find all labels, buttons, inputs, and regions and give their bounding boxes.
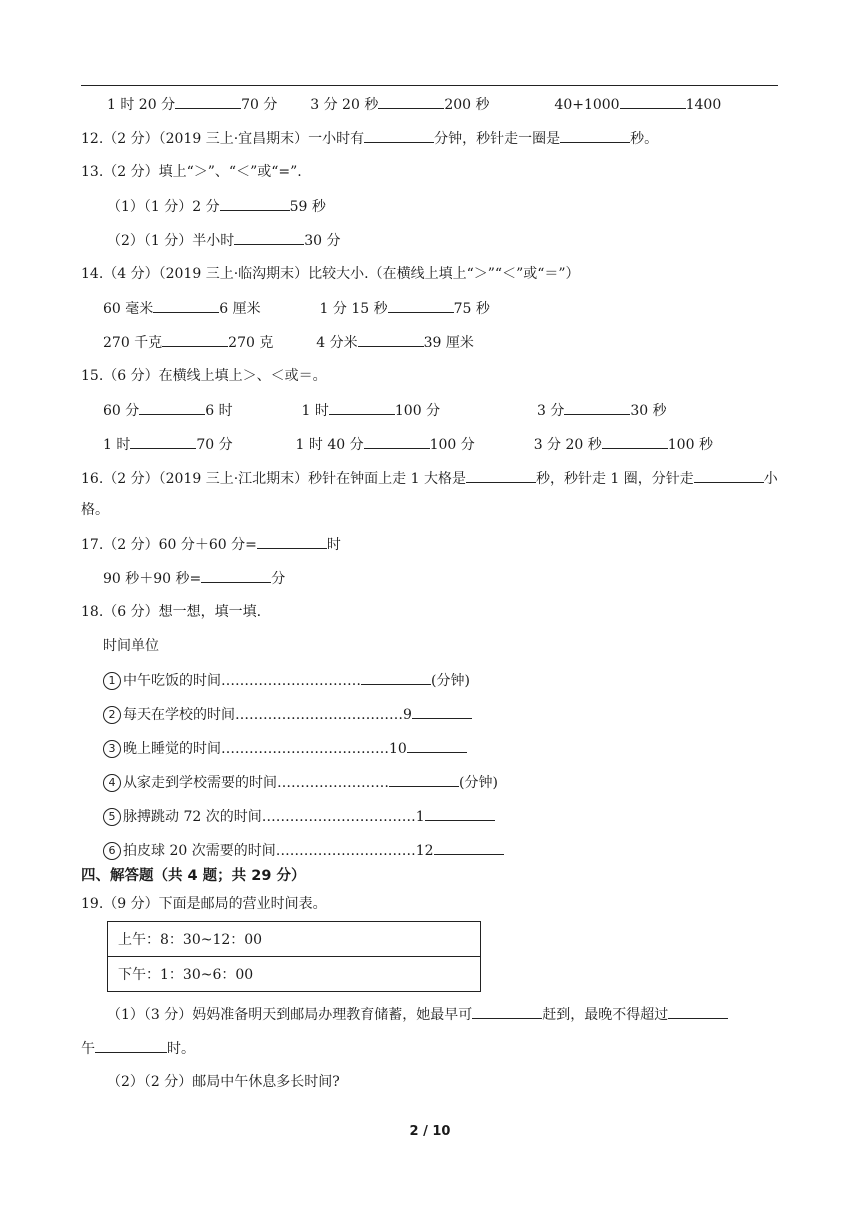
circled-number: 6 — [103, 842, 121, 860]
answer-blank[interactable] — [234, 230, 304, 245]
answer-blank[interactable] — [220, 196, 290, 211]
compare-right: 100 分 — [429, 437, 475, 453]
compare-left: 1 时 40 分 — [295, 437, 364, 453]
question-text: 90 秒＋90 秒= — [103, 571, 202, 587]
question-16-continued: 格。 — [81, 502, 109, 518]
answer-blank[interactable] — [425, 806, 495, 821]
compare-left: 3 分 — [536, 403, 565, 419]
compare-left: 1 时 20 分 — [107, 97, 176, 113]
question-text: 59 秒 — [289, 199, 326, 215]
question-text: 分钟，秒针走一圈是 — [434, 131, 561, 147]
question-text: 17.（2 分）60 分＋60 分= — [81, 537, 257, 553]
answer-blank[interactable] — [388, 298, 454, 313]
answer-blank[interactable] — [364, 128, 434, 143]
table-cell: 下午：1：30~6：00 — [108, 957, 481, 992]
q18-item — [103, 738, 467, 759]
compare-left: 60 毫米 — [103, 301, 154, 317]
question-text: 午 — [81, 1041, 95, 1057]
question-text: 赶到，最晚不得超过 — [542, 1007, 669, 1023]
answer-blank[interactable] — [620, 94, 686, 109]
compare-right: 6 时 — [205, 403, 233, 419]
answer-blank[interactable] — [257, 534, 327, 549]
answer-blank[interactable] — [564, 400, 630, 415]
question-text: 12.（2 分）（2019 三上·宜昌期末）一小时有 — [81, 131, 365, 147]
header-rule — [81, 85, 778, 86]
answer-blank[interactable] — [361, 670, 431, 685]
unit-hint: (分钟) — [431, 673, 470, 689]
item-text: 脉搏跳动 72 次的时间…………………………… — [123, 809, 416, 825]
compare-left: 1 时 — [103, 437, 131, 453]
question-14-row-1 — [103, 298, 490, 319]
compare-right: 75 秒 — [453, 301, 490, 317]
compare-left: 1 分 15 秒 — [319, 301, 388, 317]
question-text: 分 — [271, 571, 286, 587]
q18-item — [103, 704, 472, 725]
circled-number: 3 — [103, 740, 121, 758]
answer-blank[interactable] — [95, 1038, 167, 1053]
answer-blank[interactable] — [694, 468, 764, 483]
compare-left: 270 千克 — [103, 335, 163, 351]
compare-right: 100 秒 — [667, 437, 713, 453]
question-13-stem: 13.（2 分）填上“＞”、“＜”或“=”. — [81, 164, 302, 180]
compare-left: 3 分 20 秒 — [533, 437, 602, 453]
question-18-stem: 18.（6 分）想一想，填一填. — [81, 604, 262, 620]
prefilled-value: 1 — [415, 809, 425, 825]
table-row — [108, 957, 481, 992]
compare-right: 6 厘米 — [219, 301, 261, 317]
question-15-row-2 — [103, 434, 713, 455]
question-12 — [81, 128, 658, 149]
compare-left: 40+1000 — [554, 97, 620, 113]
question-19-part-1-continued — [81, 1038, 195, 1059]
question-text: 时。 — [167, 1041, 195, 1057]
question-14-row-2 — [103, 332, 474, 353]
circled-number: 4 — [103, 774, 121, 792]
circled-number: 1 — [103, 672, 121, 690]
compare-right: 30 秒 — [630, 403, 667, 419]
answer-blank[interactable] — [329, 400, 395, 415]
item-text: 从家走到学校需要的时间…………………… — [123, 775, 389, 791]
compare-row-top — [107, 94, 721, 115]
item-text: 拍皮球 20 次需要的时间………………………… — [123, 843, 416, 859]
answer-blank[interactable] — [412, 704, 472, 719]
q18-item — [103, 670, 470, 691]
question-17-line-2 — [103, 568, 285, 589]
question-13-part-2 — [107, 230, 341, 251]
answer-blank[interactable] — [153, 298, 219, 313]
compare-right: 1400 — [685, 97, 722, 113]
compare-right: 39 厘米 — [423, 335, 474, 351]
question-text: 30 分 — [304, 233, 341, 249]
question-text: 秒。 — [630, 131, 659, 147]
compare-right: 270 克 — [228, 335, 274, 351]
question-19-part-1 — [107, 1004, 728, 1025]
compare-left: 1 时 — [301, 403, 329, 419]
answer-blank[interactable] — [434, 840, 504, 855]
question-17-line-1 — [81, 534, 341, 555]
compare-right: 70 分 — [241, 97, 278, 113]
answer-blank[interactable] — [358, 332, 424, 347]
answer-blank[interactable] — [466, 468, 536, 483]
answer-blank[interactable] — [560, 128, 630, 143]
post-office-hours-table — [107, 921, 481, 992]
question-text: （2）（1 分）半小时 — [107, 233, 235, 249]
answer-blank[interactable] — [602, 434, 668, 449]
question-16 — [81, 468, 778, 489]
compare-left: 60 分 — [103, 403, 140, 419]
prefilled-value: 9 — [403, 707, 412, 723]
item-text: 晚上睡觉的时间……………………………… — [123, 741, 389, 757]
answer-blank[interactable] — [668, 1004, 728, 1019]
question-text: （1）（3 分）妈妈准备明天到邮局办理教育储蓄，她最早可 — [107, 1007, 473, 1023]
question-text: 小 — [763, 471, 778, 487]
answer-blank[interactable] — [162, 332, 228, 347]
question-13-part-1 — [107, 196, 326, 217]
table-cell: 上午：8：30~12：00 — [108, 922, 481, 957]
answer-blank[interactable] — [407, 738, 467, 753]
q18-item — [103, 772, 498, 793]
answer-blank[interactable] — [130, 434, 196, 449]
answer-blank[interactable] — [472, 1004, 542, 1019]
prefilled-value: 10 — [389, 741, 407, 757]
answer-blank[interactable] — [378, 94, 444, 109]
question-text: 16.（2 分）（2019 三上·江北期末）秒针在钟面上走 1 大格是 — [81, 471, 466, 487]
circled-number: 5 — [103, 808, 121, 826]
compare-right: 100 分 — [394, 403, 441, 419]
answer-blank[interactable] — [364, 434, 430, 449]
question-15-stem: 15.（6 分）在横线上填上＞、＜或＝。 — [81, 368, 327, 384]
q18-item — [103, 806, 495, 827]
prefilled-value: 12 — [415, 843, 434, 859]
unit-hint: (分钟) — [459, 775, 498, 791]
compare-left: 4 分米 — [316, 335, 358, 351]
question-18-subtitle: 时间单位 — [103, 638, 159, 654]
compare-left: 3 分 20 秒 — [310, 97, 379, 113]
q18-item — [103, 840, 504, 861]
page-number: 2 / 10 — [409, 1124, 451, 1139]
answer-blank[interactable] — [389, 772, 459, 787]
question-15-row-1 — [103, 400, 667, 421]
answer-blank[interactable] — [175, 94, 241, 109]
compare-right: 70 分 — [196, 437, 233, 453]
compare-right: 200 秒 — [444, 97, 490, 113]
table-row — [108, 922, 481, 957]
answer-blank[interactable] — [139, 400, 205, 415]
circled-number: 2 — [103, 706, 121, 724]
question-19-part-2: （2）（2 分）邮局中午休息多长时间? — [107, 1074, 340, 1090]
question-19-stem: 19.（9 分）下面是邮局的营业时间表。 — [81, 896, 327, 912]
item-text: 每天在学校的时间……………………………… — [123, 707, 403, 723]
section-heading: 四、解答题（共 4 题；共 29 分） — [81, 868, 306, 884]
question-14-stem: 14.（4 分）（2019 三上·临沟期末）比较大小.（在横线上填上“＞”“＜”或“＝”） — [81, 266, 580, 282]
question-text: （1）（1 分）2 分 — [107, 199, 220, 215]
answer-blank[interactable] — [201, 568, 271, 583]
item-text: 中午吃饭的时间………………………… — [123, 673, 361, 689]
question-text: 秒，秒针走 1 圈，分针走 — [535, 471, 694, 487]
question-text: 时 — [326, 537, 341, 553]
